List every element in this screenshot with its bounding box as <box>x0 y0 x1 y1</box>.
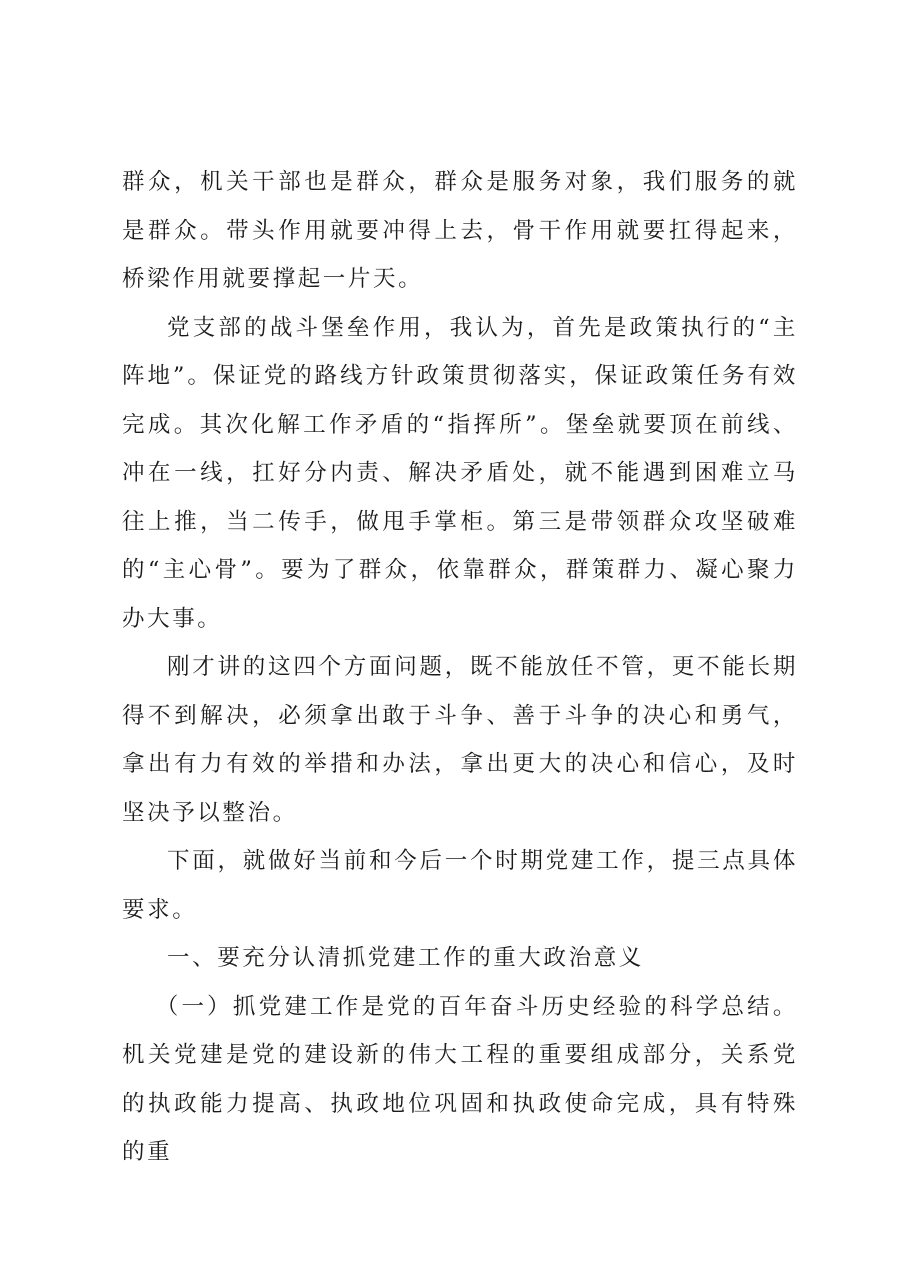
paragraph-continuation: 群众，机关干部也是群众，群众是服务对象，我们服务的就是群众。带头作用就要冲得上去，骨干作用就要扛得起来，桥梁作用就要撑起一片天。 <box>122 169 798 292</box>
paragraph-four-issues: 刚才讲的这四个方面问题，既不能放任不管，更不能长期得不到解决，必须拿出敢于斗争、善于斗争的决心和勇气，拿出有力有效的举措和办法，拿出更大的决心和信心，及时坚决予以整治。 <box>122 654 798 826</box>
paragraph-party-branch: 党支部的战斗堡垒作用，我认为，首先是政策执行的“主阵地”。保证党的路线方针政策贯彻落实，保证政策任务有效完成。其次化解工作矛盾的“指挥所”。堡垒就要顶在前线、冲在一线，扛好分内责、解决矛盾处，就不能遇到困难立马往上推，当二传手，做甩手掌柜。第三是带领群众攻坚破难的“主心骨”。要为了群众，依靠群众，群策群力、凝心聚力办大事。 <box>122 314 798 632</box>
paragraph-requirements-intro: 下面，就做好当前和今后一个时期党建工作，提三点具体要求。 <box>122 848 798 923</box>
document-body <box>122 158 798 1177</box>
section-heading-1: 一、要充分认清抓党建工作的重大政治意义 <box>167 945 644 971</box>
subsection-heading-1-1: （一）抓党建工作是党的百年奋斗历史经验的科学总结。机关党建是党的建设新的伟大工程的重要组成部分，关系党的执政能力提高、执政地位巩固和执政使命完成，具有特殊的重 <box>122 993 798 1165</box>
